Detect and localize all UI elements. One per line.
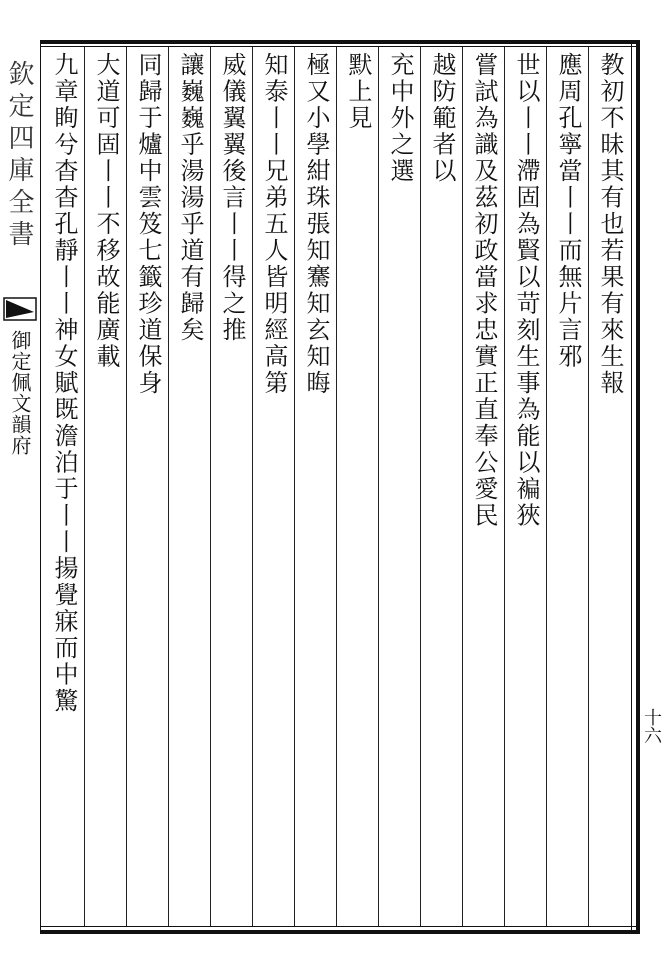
text-column-4: 嘗試為識及茲初政當求忠實正直奉公愛民 [470, 52, 498, 529]
frame-bottom-inner-border [40, 926, 640, 927]
folio-number: 十六 [641, 708, 662, 744]
frame-top-border [40, 40, 640, 44]
text-column-6: 充中外之選 [386, 52, 414, 185]
text-column-9: 知泰丨丨兄弟五人皆明經高第 [260, 52, 288, 397]
frame-right-inner-border [631, 40, 632, 934]
spine-book-title: 御定佩文韻府 [8, 330, 32, 456]
text-column-13: 大道可固丨丨不移故能廣載 [92, 52, 120, 370]
text-column-14: 九章眴兮杳杳孔靜丨丨神女賦既澹泊于丨丨揚覺寐而中驚 [50, 52, 78, 715]
text-column-2: 應周孔寧當丨丨而無片言邪 [554, 52, 582, 370]
text-column-12: 同歸于爐中雲笈七籤珍道保身 [134, 52, 162, 397]
fishtail-mark-icon [2, 292, 38, 326]
text-column-5: 越防範者以 [428, 52, 456, 185]
frame-bottom-border [40, 930, 640, 934]
frame-left-border [40, 40, 41, 934]
text-column-1: 教初不昧其有也若果有來生報 [596, 52, 624, 397]
text-column-8: 極又小學紺珠張知騫知玄知晦 [302, 52, 330, 397]
text-column-3: 世以丨丨滯固為賢以苛刻生事為能以褊狹 [512, 52, 540, 529]
text-column-7: 默上見 [344, 52, 372, 132]
text-column-11: 讓巍巍乎湯湯乎道有歸矣 [176, 52, 204, 344]
frame-top-inner-border [40, 46, 640, 47]
text-column-10: 威儀翼翼後言丨丨得之推 [218, 52, 246, 344]
frame-right-border [636, 40, 640, 934]
spine-header-text: 欽定四庫全書 [4, 60, 34, 252]
